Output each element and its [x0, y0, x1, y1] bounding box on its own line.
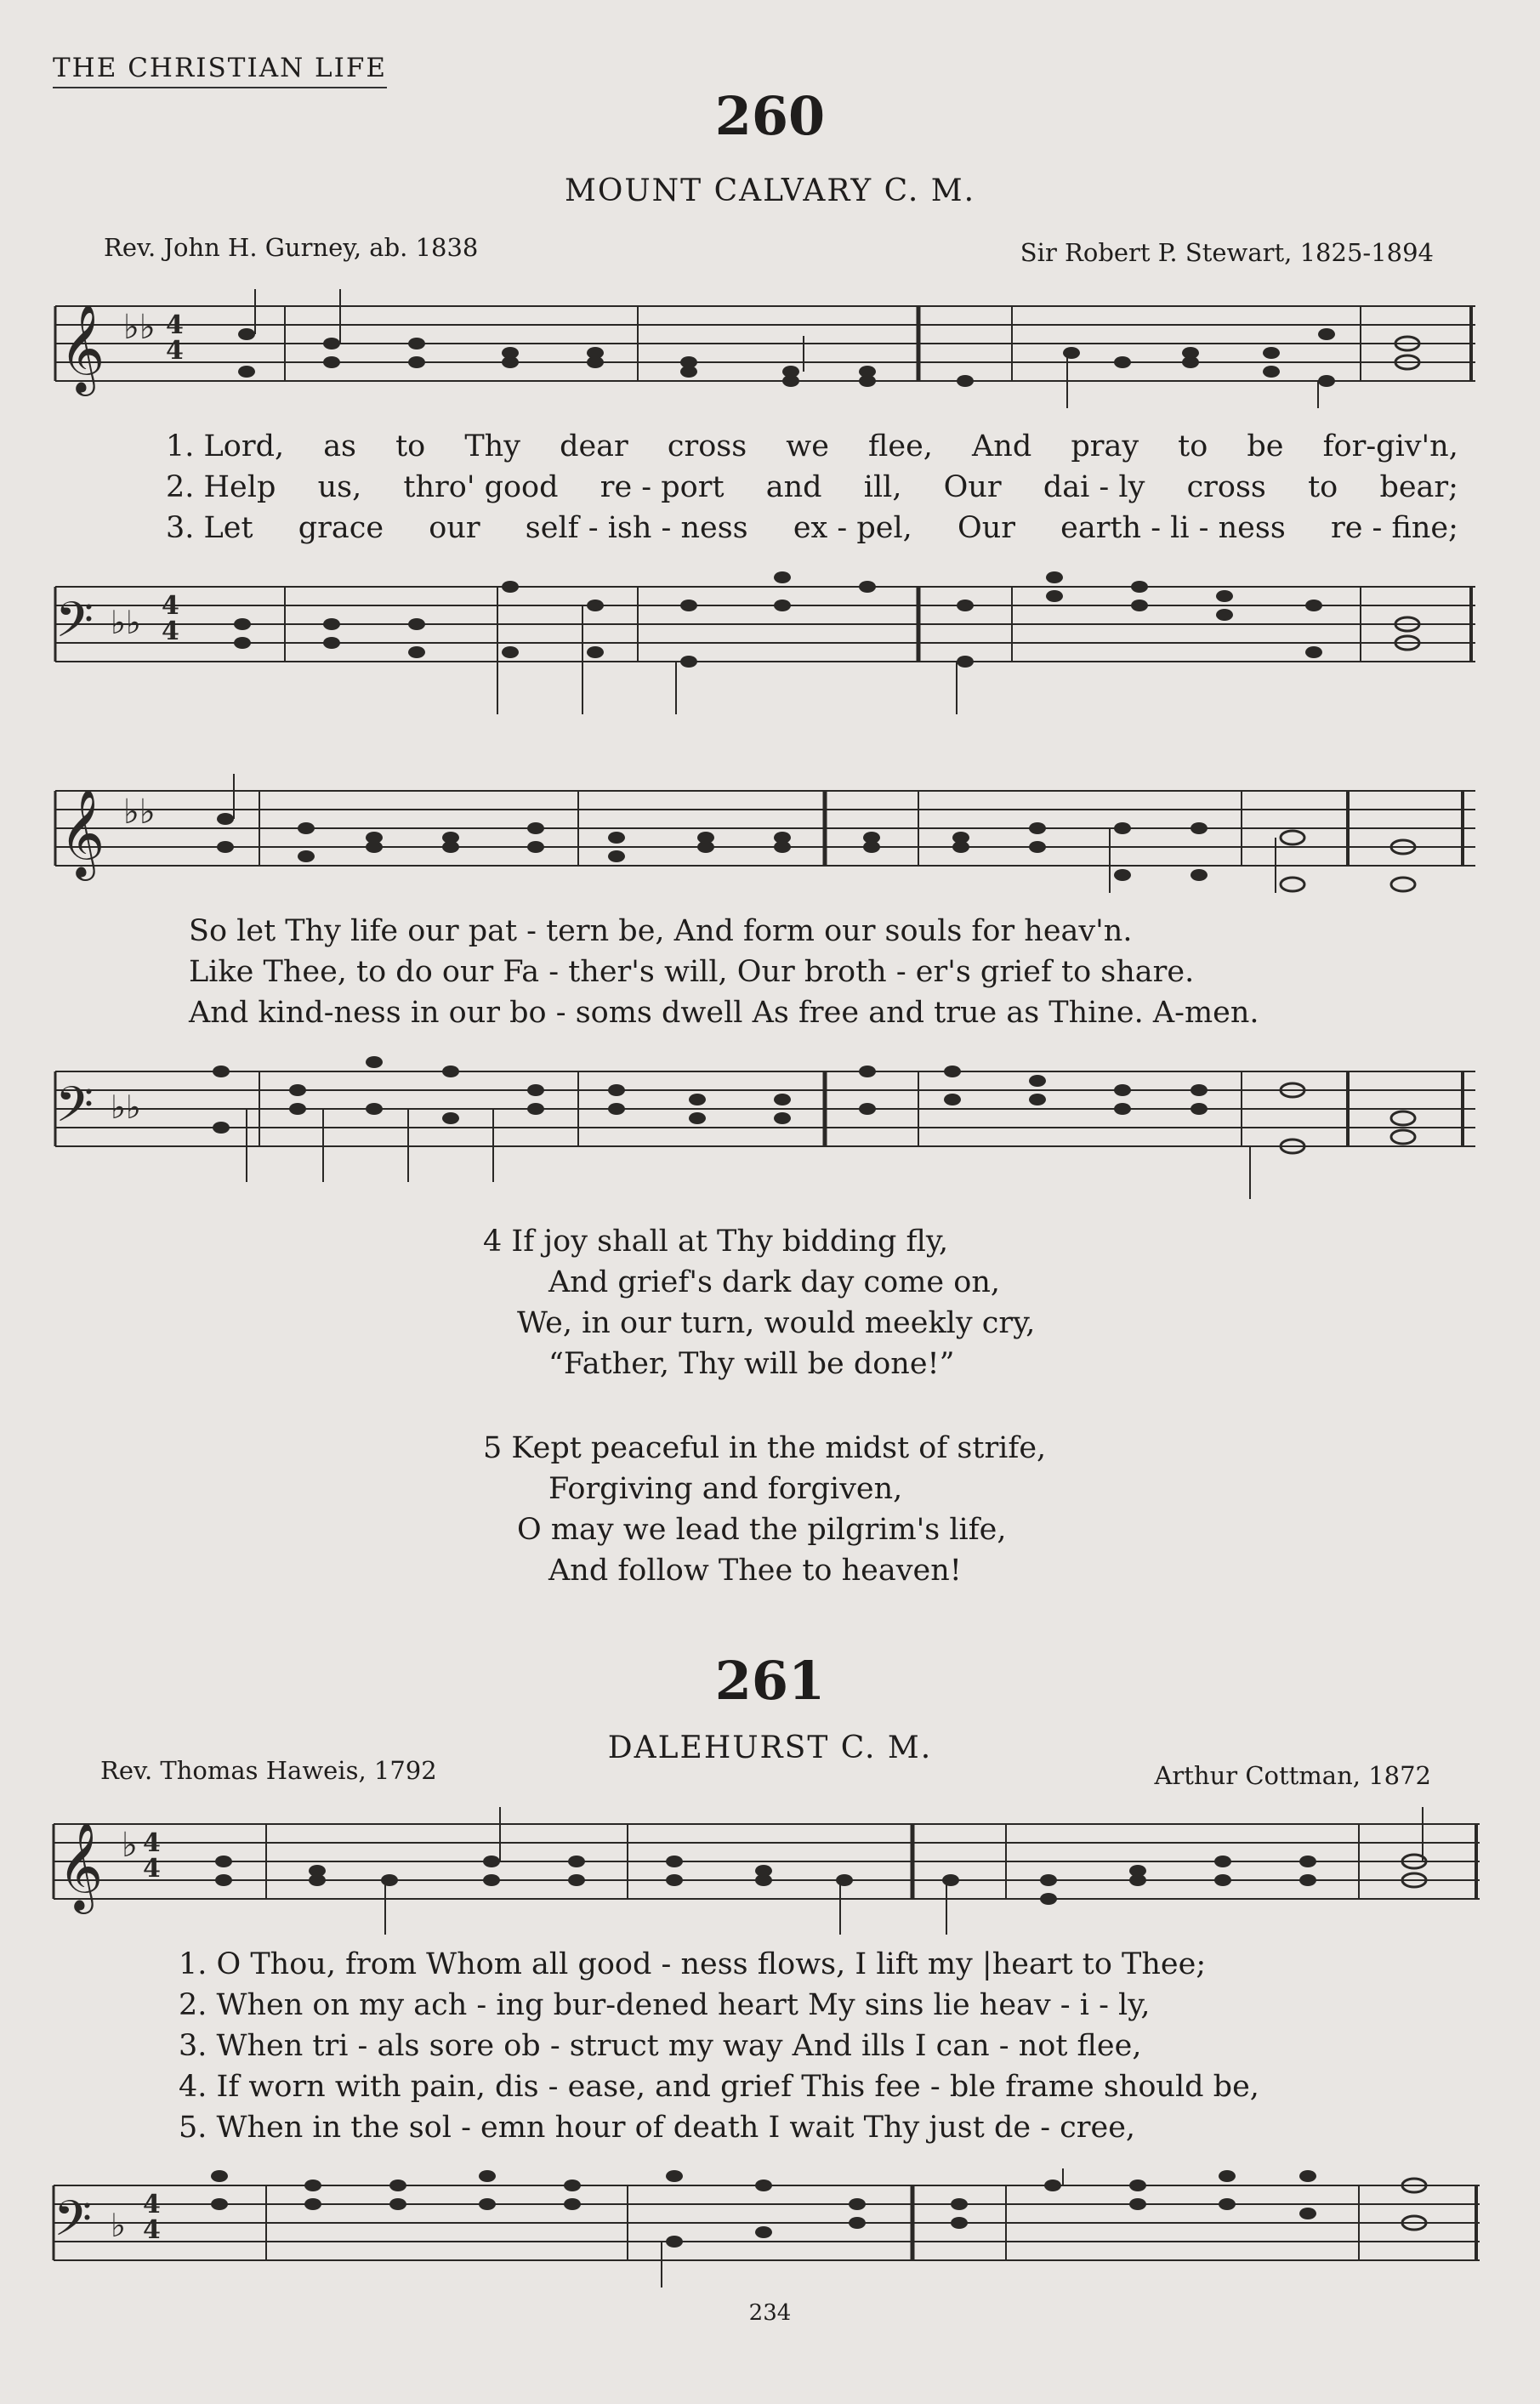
- lyric-syllable: to: [1178, 429, 1208, 463]
- stanza-5-line-4: And follow Thee to heaven!: [548, 1554, 962, 1588]
- lyric-syllable: bear;: [1379, 470, 1458, 504]
- lyric-syllable: ill,: [863, 470, 902, 504]
- svg-text:𝄢: 𝄢: [55, 591, 94, 661]
- lyric-syllable: cross: [667, 429, 747, 463]
- svg-text:𝄞: 𝄞: [60, 788, 105, 878]
- lyric-261-line-2: 2. When on my ach - ing bur-dened heart My sins lie heav - i - ly,: [179, 1988, 1151, 2022]
- lyric-syllable: for-giv'n,: [1322, 429, 1458, 463]
- lyric-syllable: as: [323, 429, 357, 463]
- lyric-syllable: and: [765, 470, 822, 504]
- page-number: 234: [748, 2300, 792, 2326]
- stanza-5-line-2: Forgiving and forgiven,: [548, 1472, 903, 1506]
- svg-text:4: 4: [143, 1828, 161, 1858]
- bass-staff-260-1: [51, 570, 1480, 723]
- hymn-number-261: 261: [714, 1650, 826, 1712]
- svg-text:𝄢: 𝄢: [55, 1076, 94, 1145]
- lyric-syllable: Our: [958, 511, 1015, 545]
- lyric-syllable: Our: [943, 470, 1002, 504]
- svg-text:4: 4: [162, 591, 179, 621]
- lyric-260-line-2: [166, 470, 1458, 504]
- lyric-syllable: earth - li - ness: [1060, 511, 1286, 545]
- svg-text:4: 4: [166, 310, 184, 340]
- lyric-syllable: dear: [560, 429, 628, 463]
- lyric-syllable: re - port: [600, 470, 725, 504]
- svg-text:♭♭: ♭♭: [111, 604, 141, 641]
- lyric-syllable: to: [1308, 470, 1338, 504]
- lyric-260-line-1: [166, 429, 1458, 463]
- svg-text:♭: ♭: [122, 1826, 138, 1865]
- bass-staff-260-2: [51, 1054, 1480, 1199]
- bass-staff-261: [49, 2168, 1486, 2313]
- lyric-syllable: us,: [317, 470, 362, 504]
- lyric-syllable: dai - ly: [1043, 470, 1145, 504]
- lyric-261-line-1: 1. O Thou, from Whom all good - ness flows, I lift my |heart to Thee;: [179, 1947, 1207, 1981]
- lyric-syllable: cross: [1186, 470, 1266, 504]
- lyric-syllable: 3. Let: [166, 511, 253, 545]
- lyric-syllable: we: [786, 429, 829, 463]
- lyric-syllable: flee,: [868, 429, 933, 463]
- svg-text:4: 4: [143, 2190, 161, 2219]
- svg-text:4: 4: [162, 617, 179, 646]
- lyric-syllable: to: [395, 429, 426, 463]
- svg-text:𝄞: 𝄞: [60, 304, 105, 393]
- treble-staff-260-1: [51, 289, 1480, 408]
- author-credit-261: Rev. Thomas Haweis, 1792: [100, 1756, 437, 1785]
- lyric-syllable: And: [972, 429, 1032, 463]
- lyric-260-line-5: Like Thee, to do our Fa - ther's will, Our broth - er's grief to share.: [189, 955, 1195, 989]
- tune-name-260: MOUNT CALVARY C. M.: [564, 173, 976, 208]
- section-title: THE CHRISTIAN LIFE: [53, 53, 387, 88]
- lyric-261-line-5: 5. When in the sol - emn hour of death I wait Thy just de - cree,: [179, 2111, 1136, 2145]
- lyric-261-line-4: 4. If worn with pain, dis - ease, and grief This fee - ble frame should be,: [179, 2070, 1259, 2104]
- lyric-syllable: 2. Help: [166, 470, 276, 504]
- treble-staff-261: [49, 1807, 1486, 1935]
- lyric-261-line-3: 3. When tri - als sore ob - struct my way And ills I can - not flee,: [179, 2029, 1142, 2063]
- lyric-260-line-3: [166, 511, 1458, 545]
- lyric-260-line-6: And kind-ness in our bo - soms dwell As free and true as Thine. A-men.: [189, 996, 1259, 1030]
- stanza-4-line-2: And grief's dark day come on,: [548, 1265, 1000, 1299]
- svg-text:4: 4: [143, 2215, 161, 2245]
- lyric-syllable: Thy: [464, 429, 520, 463]
- lyric-syllable: self - ish - ness: [525, 511, 748, 545]
- svg-text:4: 4: [166, 336, 184, 366]
- lyric-syllable: be: [1247, 429, 1284, 463]
- lyric-syllable: ex - pel,: [793, 511, 912, 545]
- lyric-syllable: grace: [298, 511, 384, 545]
- tune-name-261: DALEHURST C. M.: [607, 1731, 933, 1765]
- svg-text:♭♭: ♭♭: [111, 1088, 141, 1126]
- svg-text:♭: ♭: [111, 2207, 126, 2244]
- stanza-4-line-4: “Father, Thy will be done!”: [548, 1347, 955, 1381]
- svg-text:♭♭: ♭♭: [123, 308, 156, 347]
- hymn-number-260: 260: [714, 85, 826, 147]
- lyric-syllable: pray: [1071, 429, 1139, 463]
- author-credit-260: Rev. John H. Gurney, ab. 1838: [104, 233, 479, 262]
- stanza-4-line-3: We, in our turn, would meekly cry,: [517, 1306, 1036, 1340]
- stanza-5-line-1: 5 Kept peaceful in the midst of strife,: [483, 1431, 1047, 1465]
- composer-credit-261: Arthur Cottman, 1872: [1154, 1761, 1431, 1790]
- lyric-syllable: thro' good: [403, 470, 559, 504]
- lyric-syllable: 1. Lord,: [166, 429, 285, 463]
- svg-text:𝄢: 𝄢: [54, 2190, 93, 2259]
- lyric-syllable: re - fine;: [1330, 511, 1458, 545]
- lyric-syllable: our: [429, 511, 480, 545]
- lyric-260-line-4: So let Thy life our pat - tern be, And form our souls for heav'n.: [189, 914, 1133, 948]
- treble-staff-260-2: [51, 774, 1480, 901]
- composer-credit-260: Sir Robert P. Stewart, 1825-1894: [1020, 238, 1434, 267]
- stanza-4-line-1: 4 If joy shall at Thy bidding fly,: [483, 1225, 949, 1259]
- svg-text:♭♭: ♭♭: [123, 793, 156, 832]
- stanza-5-line-3: O may we lead the pilgrim's life,: [517, 1513, 1007, 1547]
- svg-text:4: 4: [143, 1854, 161, 1884]
- svg-text:𝄞: 𝄞: [58, 1821, 104, 1911]
